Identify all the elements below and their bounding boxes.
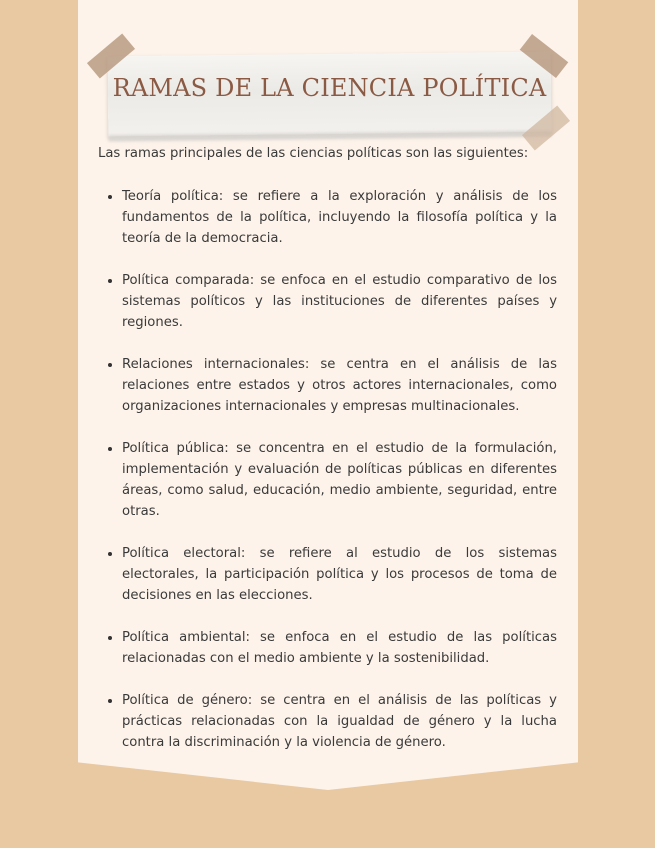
branches-list <box>98 186 557 774</box>
list-item-politica-electoral: • Política electoral: se refiere al estudio de los sistemas electorales, la participación política y los procesos de toma de decisiones en las elecciones. <box>122 543 557 606</box>
list-item-politica-comparada: • Política comparada: se enfoca en el estudio comparativo de los sistemas políticos y las instituciones de diferentes países y regiones. <box>122 270 557 333</box>
list-item-teoria-politica: • Teoría política: se refiere a la exploración y análisis de los fundamentos de la política, incluyendo la filosofía política y la teoría de la democracia. <box>122 186 557 249</box>
page-title: RAMAS DE LA CIENCIA POLÍTICA <box>112 74 547 102</box>
list-item-relaciones-internacionales: • Relaciones internacionales: se centra en el análisis de las relaciones entre estados y otros actores internacionales, como organizaciones internacionales y empresas multinacionales. <box>122 354 557 417</box>
list-item-politica-ambiental: • Política ambiental: se enfoca en el estudio de las políticas relacionadas con el medio ambiente y la sostenibilidad. <box>122 627 557 669</box>
list-item-politica-de-genero: • Política de género: se centra en el análisis de las políticas y prácticas relacionadas con la igualdad de género y la lucha contra la discriminación y la violencia de género. <box>122 690 557 753</box>
list-item-politica-publica: • Política pública: se concentra en el estudio de la formulación, implementación y evaluación de políticas públicas en diferentes áreas, como salud, educación, medio ambiente, seguridad, entre otras. <box>122 438 557 522</box>
intro-text: Las ramas principales de las ciencias políticas son las siguientes: <box>98 146 529 161</box>
